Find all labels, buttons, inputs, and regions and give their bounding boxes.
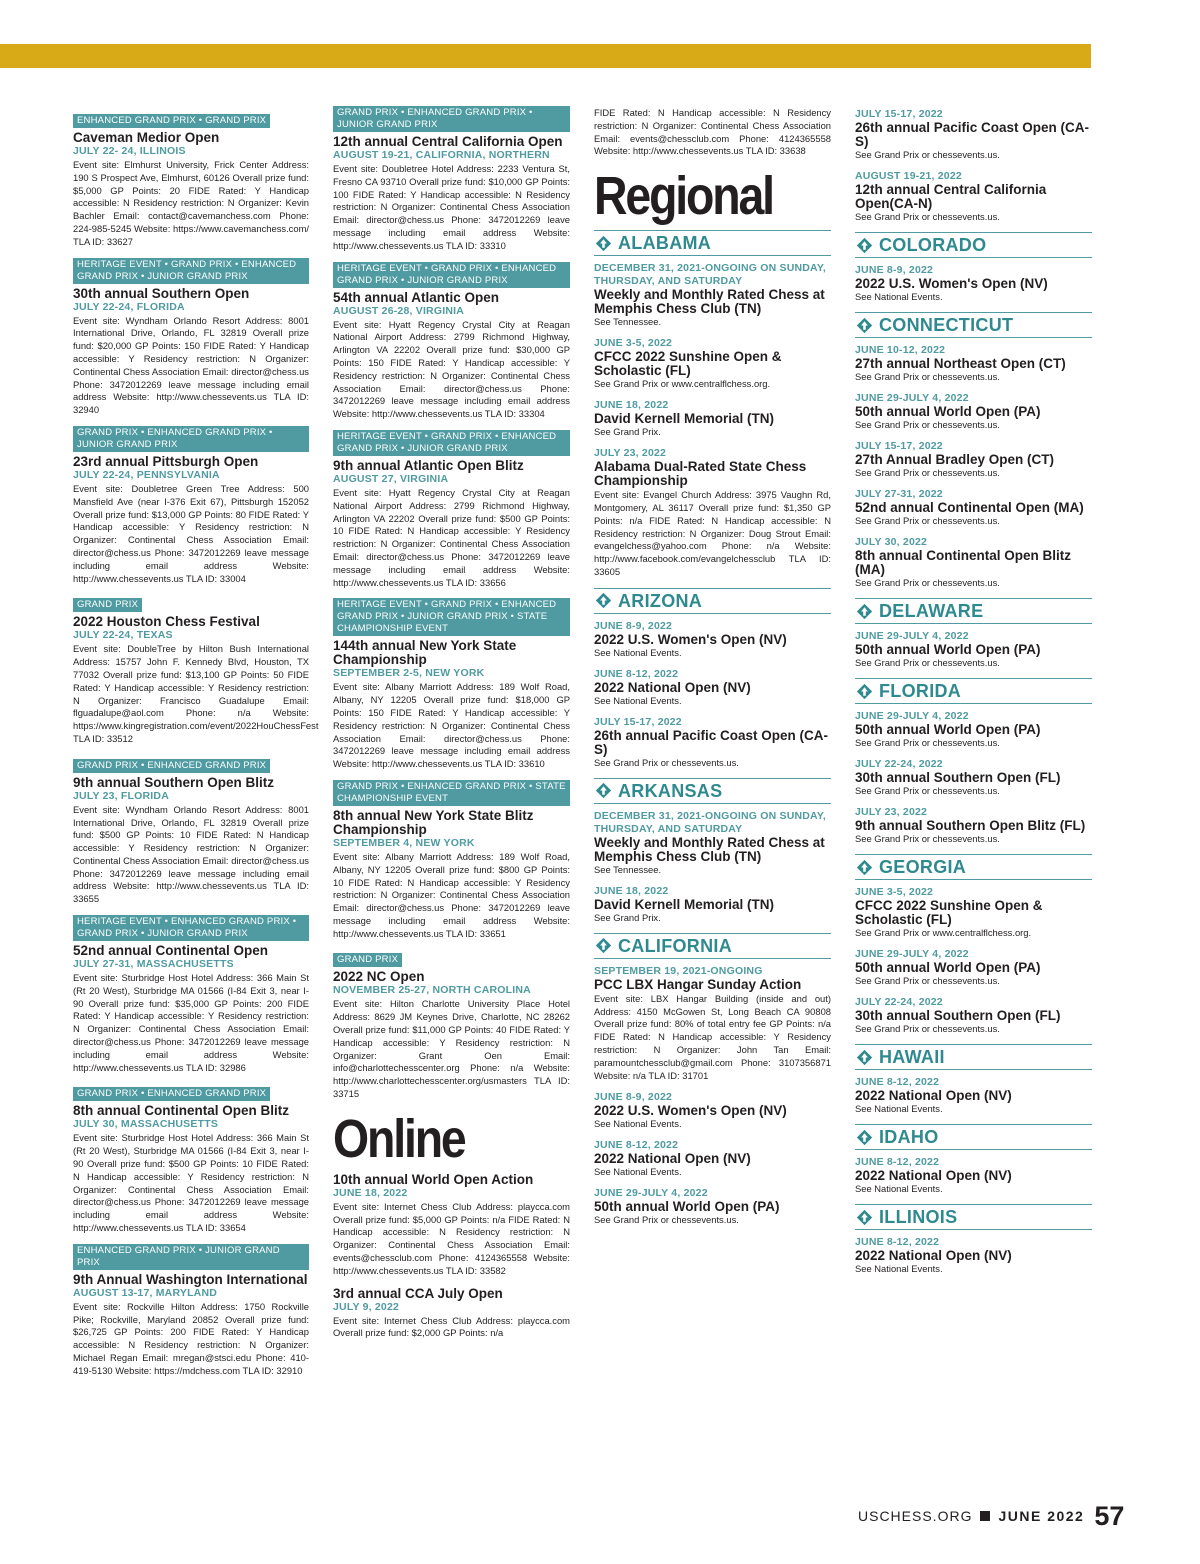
event-listing bbox=[855, 630, 1092, 669]
event-date: JULY 27-31, 2022 bbox=[855, 488, 943, 500]
page-footer bbox=[858, 1499, 1140, 1533]
event-date: JUNE 8-9, 2022 bbox=[855, 264, 934, 276]
event-title: David Kernell Memorial (TN) bbox=[594, 411, 775, 427]
event-details: Event site: LBX Hangar Building (inside and out) Address: 4150 McGowen St, Long Beach CA 90808 Overall prize fund: 80% of total entry fee GP Points: n/a FIDE Rated: N Handicap accessible: Y Residency restriction: N Organizer: John Tan Email: paramountchessclub@gmail.com Phone: 3107356871 Website: n/a TLA ID: 31701 bbox=[594, 992, 831, 1081]
event-category-badge: GRAND PRIX • ENHANCED GRAND PRIX bbox=[73, 759, 270, 773]
event-tag-wrap bbox=[73, 1083, 309, 1104]
event-tag-wrap bbox=[73, 594, 309, 615]
event-reference: See Grand Prix or chessevents.us. bbox=[594, 1214, 739, 1226]
event-date: JUNE 8-12, 2022 bbox=[855, 1236, 940, 1248]
event-reference: See Grand Prix or chessevents.us. bbox=[855, 833, 1000, 844]
section-heading: Online bbox=[333, 1108, 465, 1169]
event-date: SEPTEMBER 2-5, NEW YORK bbox=[333, 667, 485, 680]
section-heading: Regional bbox=[594, 166, 773, 227]
event-listing bbox=[594, 965, 831, 1083]
event-date: JULY 15-17, 2022 bbox=[855, 108, 943, 120]
state-heading bbox=[855, 1204, 1092, 1230]
event-reference: See National Events. bbox=[594, 646, 682, 658]
event-details: Event site: Doubletree Hotel Address: 2233 Ventura St, Fresno CA 93710 Overall prize fund: $10,000 GP Points: 100 FIDE Rated: Y Handicap accessible: N Residency restriction: N Organizer: Continental Chess Association Email: director@chess.us Phone: 3472012269 leave message including email address Website: http://www.chessevents.us TLA ID: 33310 bbox=[333, 163, 570, 251]
event-listing bbox=[855, 440, 1092, 479]
event-listing bbox=[333, 262, 570, 421]
event-title: 9th annual Southern Open Blitz bbox=[73, 774, 275, 790]
event-title: 2022 Houston Chess Festival bbox=[73, 614, 260, 630]
event-date: JUNE 3-5, 2022 bbox=[594, 337, 673, 350]
event-title: 3rd annual CCA July Open bbox=[333, 1285, 503, 1301]
event-listing bbox=[855, 488, 1092, 527]
event-date: JULY 22-24, 2022 bbox=[855, 758, 943, 770]
event-title: 30th annual Southern Open (FL) bbox=[855, 770, 1061, 785]
event-date: JUNE 8-12, 2022 bbox=[594, 667, 679, 680]
state-marker-icon bbox=[856, 1209, 873, 1226]
event-reference: See Grand Prix. bbox=[594, 426, 661, 438]
event-date: JULY 30, MASSACHUSETTS bbox=[73, 1118, 219, 1131]
event-tag-wrap bbox=[333, 430, 570, 459]
state-name: HAWAII bbox=[879, 1047, 945, 1067]
event-title: 26th annual Pacific Coast Open (CA-S) bbox=[855, 120, 1090, 149]
event-date: JULY 22-24, 2022 bbox=[855, 996, 943, 1008]
event-listing bbox=[594, 262, 831, 328]
event-listing bbox=[594, 107, 831, 158]
event-category-badge: HERITAGE EVENT • ENHANCED GRAND PRIX • GRAND PRIX • JUNIOR GRAND PRIX bbox=[73, 915, 309, 941]
event-listing bbox=[73, 1083, 309, 1234]
event-category-badge: GRAND PRIX • ENHANCED GRAND PRIX • JUNIOR GRAND PRIX bbox=[333, 106, 570, 132]
event-title: 50th annual World Open (PA) bbox=[855, 960, 1041, 975]
event-listing bbox=[855, 806, 1092, 845]
event-title: 12th annual Central California Open bbox=[333, 134, 563, 149]
event-title: Alabama Dual-Rated State Chess Championship bbox=[594, 459, 807, 489]
event-listing bbox=[333, 430, 570, 589]
event-category-badge: GRAND PRIX • ENHANCED GRAND PRIX • JUNIOR GRAND PRIX bbox=[73, 426, 309, 452]
event-date: AUGUST 19-21, 2022 bbox=[855, 170, 962, 182]
event-listing bbox=[73, 594, 319, 745]
event-details: Event site: Wyndham Orlando Resort Address: 8001 International Drive, Orlando, FL 32819 Overall prize fund: $20,000 GP Points: 150 FIDE Rated: Y Handicap accessible: Y Residency restriction: N Organizer: Continental Chess Association Email: director@chess.us Phone: 3472012269 leave message including email address Website: http://www.chessevents.us TLA ID: 32940 bbox=[73, 314, 309, 416]
event-title: 2022 U.S. Women's Open (NV) bbox=[855, 276, 1048, 291]
event-reference: See Grand Prix. bbox=[594, 911, 661, 923]
event-reference: See Grand Prix or chessevents.us. bbox=[855, 657, 1000, 668]
event-date: JUNE 29-JULY 4, 2022 bbox=[594, 1187, 708, 1200]
event-title: 27th annual Northeast Open (CT) bbox=[855, 356, 1066, 371]
event-reference: See Grand Prix or www.centralflchess.org. bbox=[855, 927, 1032, 938]
event-title: 144th annual New York State Championship bbox=[333, 638, 517, 668]
event-details: Event site: Evangel Church Address: 3975 Vaughn Rd, Montgomery, AL 36117 Overall prize fund: $1,350 GP Points: n/a FIDE Rated: N Handicap accessible: N Residency restriction: N Organizer: Doug Strout Email: evangelchess@yahoo.com Phone: n/a Website: http://www.facebook.com/evangelchessclub TLA ID: 33605 bbox=[594, 489, 831, 577]
event-tag-wrap bbox=[333, 598, 570, 639]
event-date: JUNE 10-12, 2022 bbox=[855, 344, 946, 356]
event-listing bbox=[855, 536, 1092, 589]
event-date: JULY 30, 2022 bbox=[855, 536, 928, 548]
event-category-badge: HERITAGE EVENT • GRAND PRIX • ENHANCED GRAND PRIX • JUNIOR GRAND PRIX bbox=[73, 258, 309, 284]
event-listing bbox=[333, 598, 570, 771]
state-marker-icon bbox=[856, 683, 873, 700]
event-title: 12th annual Central California Open(CA-N) bbox=[855, 182, 1047, 211]
event-details: Event site: Rockville Hilton Address: 1750 Rockville Pike; Rockville, Maryland 20852 Overall prize fund: $26,725 GP Points: 200 FIDE Rated: Y Handicap accessible: N Residency restriction: N Organizer: Michael Regan Email: mregan@stsci.edu Phone: 410-419-5130 Website: https://mdchess.com TLA ID: 32910 bbox=[73, 1300, 309, 1376]
event-listing bbox=[594, 668, 831, 707]
event-title: Caveman Medior Open bbox=[73, 130, 220, 145]
event-date: DECEMBER 31, 2021-ONGOING ON SUNDAY, THURSDAY, AND SATURDAY bbox=[594, 262, 827, 288]
event-details: Event site: Hyatt Regency Crystal City at Reagan National Airport Address: 2799 Richmond Highway, Arlington VA 22202 Overall prize fund: $30,000 GP Points: 150 FIDE Rated: Y Handicap accessible: Y Residency restriction: N Organizer: Continental Chess Association Email: director@chess.us Phone: 3472012269 leave message including email address Website: http://www.chessevents.us TLA ID: 33304 bbox=[333, 318, 570, 420]
event-details: Event site: Doubletree Green Tree Address: 500 Mansfield Ave (near I-376 Exit 67), Pittsburgh 152052 Overall prize fund: $13,000 GP Points: 80 FIDE Rated: Y Handicap accessible: Y Residency restriction: N Organizer: Continental Chess Association Email: director@chess.us Phone: 3472012269 leave message including email address Website: http://www.chessevents.us TLA ID: 33004 bbox=[73, 482, 309, 584]
event-listing bbox=[855, 996, 1092, 1035]
state-heading bbox=[594, 778, 831, 804]
event-date: JUNE 18, 2022 bbox=[333, 1186, 408, 1199]
event-tag-wrap bbox=[73, 426, 309, 455]
event-details: Event site: Hilton Charlotte University Place Hotel Address: 8629 JM Keynes Drive, Charlotte, NC 28262 Overall prize fund: $11,000 GP Points: 40 FIDE Rated: Y Handicap accessible: Y Residency restriction: N Organizer: Grant Oen Email: info@charlottechesscenter.org Phone: n/a Website: http://www.charlottechesscenter.org/usmasters TLA ID: 33715 bbox=[333, 998, 570, 1100]
event-date: JUNE 8-9, 2022 bbox=[594, 1091, 673, 1104]
event-details: Event site: Albany Marriott Address: 189 Wolf Road, Albany, NY 12205 Overall prize fund: $800 GP Points: 10 FIDE Rated: N Handicap accessible: Y Residency restriction: N Organizer: Continental Chess Association Email: director@chess.us Phone: 3472012269 leave message including email address Website: http://www.chessevents.us TLA ID: 33651 bbox=[333, 850, 570, 939]
event-title: 2022 U.S. Women's Open (NV) bbox=[594, 1103, 787, 1119]
event-listing bbox=[594, 885, 831, 924]
event-reference: See Tennessee. bbox=[594, 863, 662, 875]
event-reference: See National Events. bbox=[855, 1183, 943, 1194]
event-title: 9th annual Southern Open Blitz (FL) bbox=[855, 818, 1086, 833]
event-title: CFCC 2022 Sunshine Open & Scholastic (FL) bbox=[594, 349, 782, 379]
state-heading bbox=[855, 232, 1092, 258]
state-marker-icon bbox=[856, 237, 873, 254]
column-4 bbox=[855, 108, 1092, 1284]
event-category-badge: GRAND PRIX bbox=[333, 953, 402, 967]
event-listing bbox=[855, 948, 1092, 987]
event-title: 23rd annual Pittsburgh Open bbox=[73, 453, 259, 469]
event-date: SEPTEMBER 4, NEW YORK bbox=[333, 836, 475, 849]
state-heading bbox=[855, 678, 1092, 704]
event-reference: See Tennessee. bbox=[594, 316, 662, 328]
state-marker-icon bbox=[856, 317, 873, 334]
event-title: 50th annual World Open (PA) bbox=[594, 1199, 780, 1215]
event-category-badge: ENHANCED GRAND PRIX • JUNIOR GRAND PRIX bbox=[73, 1244, 309, 1270]
state-name: DELAWARE bbox=[879, 601, 984, 621]
event-listing bbox=[594, 1139, 831, 1178]
event-date: JUNE 29-JULY 4, 2022 bbox=[855, 710, 969, 722]
event-category-badge: HERITAGE EVENT • GRAND PRIX • ENHANCED GRAND PRIX • JUNIOR GRAND PRIX • STATE CHAMPIONSHIP EVENT bbox=[333, 598, 570, 636]
event-title: CFCC 2022 Sunshine Open & Scholastic (FL) bbox=[855, 898, 1043, 927]
event-date: JULY 27-31, MASSACHUSETTS bbox=[73, 958, 234, 971]
event-category-badge: ENHANCED GRAND PRIX • GRAND PRIX bbox=[73, 114, 270, 128]
event-listing bbox=[594, 1091, 831, 1130]
state-heading bbox=[855, 598, 1092, 624]
event-category-badge: HERITAGE EVENT • GRAND PRIX • ENHANCED GRAND PRIX • JUNIOR GRAND PRIX bbox=[333, 262, 570, 288]
event-listing bbox=[855, 886, 1092, 939]
state-name: ALABAMA bbox=[618, 233, 712, 254]
event-date: JUNE 8-12, 2022 bbox=[855, 1156, 940, 1168]
event-date: AUGUST 26-28, VIRGINIA bbox=[333, 304, 465, 317]
state-heading bbox=[855, 1124, 1092, 1150]
event-category-badge: GRAND PRIX • ENHANCED GRAND PRIX bbox=[73, 1087, 270, 1101]
event-reference: See Grand Prix or chessevents.us. bbox=[855, 1023, 1000, 1034]
event-date: JUNE 8-9, 2022 bbox=[594, 619, 673, 632]
event-reference: See National Events. bbox=[855, 1263, 943, 1274]
event-title: 26th annual Pacific Coast Open (CA-S) bbox=[594, 727, 829, 757]
event-tag-wrap bbox=[73, 258, 309, 287]
event-category-badge: GRAND PRIX bbox=[73, 598, 142, 612]
state-marker-icon bbox=[595, 592, 612, 609]
state-name: ILLINOIS bbox=[879, 1207, 958, 1227]
state-marker-icon bbox=[595, 782, 612, 799]
event-title: 8th annual Continental Open Blitz (MA) bbox=[855, 548, 1071, 577]
event-title: David Kernell Memorial (TN) bbox=[594, 896, 775, 912]
event-title: 2022 National Open (NV) bbox=[594, 679, 751, 695]
event-listing bbox=[73, 915, 309, 1074]
event-reference: See Grand Prix or chessevents.us. bbox=[855, 515, 1000, 526]
event-reference: See Grand Prix or www.centralflchess.org. bbox=[594, 378, 771, 390]
event-date: JULY 22-24, TEXAS bbox=[73, 629, 173, 642]
page-number: 57 bbox=[1094, 1500, 1125, 1531]
column-3 bbox=[594, 106, 831, 1235]
event-listing bbox=[855, 1156, 1092, 1195]
event-date: AUGUST 27, VIRGINIA bbox=[333, 472, 449, 485]
event-tag-wrap bbox=[333, 262, 570, 291]
state-name: ARIZONA bbox=[618, 590, 703, 611]
footer-issue: JUNE 2022 bbox=[998, 1508, 1085, 1524]
event-listing bbox=[855, 1236, 1092, 1275]
event-date: JULY 22-24, FLORIDA bbox=[73, 300, 185, 313]
event-title: 2022 NC Open bbox=[333, 969, 425, 985]
event-tag-wrap bbox=[73, 755, 309, 776]
event-title: 30th annual Southern Open bbox=[73, 285, 250, 301]
footer-square-icon bbox=[980, 1511, 990, 1521]
event-details: Event site: Wyndham Orlando Resort Address: 8001 International Drive, Orlando, FL 32819 Overall prize fund: $500 GP Points: 10 FIDE Rated: N Handicap accessible: Y Residency restriction: N Organizer: Continental Chess Association Email: director@chess.us Phone: 3472012269 leave message including email address Website: http://www.chessevents.us TLA ID: 33655 bbox=[73, 803, 309, 905]
state-marker-icon bbox=[595, 937, 612, 954]
state-marker-icon bbox=[856, 603, 873, 620]
event-details: FIDE Rated: N Handicap accessible: N Residency restriction: N Organizer: Continental Chess Association Email: events@chessclub.com Phone: 4124365558 Website: http://www.chessevents.us TLA ID: 33638 bbox=[594, 107, 831, 157]
event-title: 8th annual Continental Open Blitz bbox=[73, 1103, 289, 1119]
footer-site: USCHESS.ORG bbox=[858, 1508, 973, 1524]
event-date: JUNE 18, 2022 bbox=[594, 884, 669, 897]
event-listing bbox=[594, 716, 831, 769]
event-title: 27th Annual Bradley Open (CT) bbox=[855, 452, 1055, 467]
event-tag-wrap bbox=[73, 1244, 309, 1273]
event-title: 2022 National Open (NV) bbox=[855, 1248, 1012, 1263]
event-listing bbox=[855, 1076, 1092, 1115]
event-tag-wrap bbox=[73, 915, 309, 944]
state-name: COLORADO bbox=[879, 235, 987, 255]
state-heading bbox=[594, 230, 831, 256]
event-date: JULY 23, 2022 bbox=[594, 447, 667, 460]
event-details: Event site: Sturbridge Host Hotel Address: 366 Main St (Rt 20 West), Sturbridge MA 01566 (I-84 Exit 3, near I-90 Overall prize fund: $500 GP Points: 10 FIDE Rated: N Handicap accessible: Y Residency restriction: N Organizer: Continental Chess Association Email: director@chess.us Phone: 3472012269 leave message including email address Website: http://www.chessevents.us TLA ID: 33654 bbox=[73, 1132, 309, 1234]
state-name: GEORGIA bbox=[879, 857, 967, 877]
state-name: FLORIDA bbox=[879, 681, 962, 701]
event-tag-wrap bbox=[73, 110, 309, 131]
event-date: JULY 22- 24, ILLINOIS bbox=[73, 145, 186, 157]
event-reference: See Grand Prix or chessevents.us. bbox=[855, 149, 1000, 160]
event-reference: See Grand Prix or chessevents.us. bbox=[855, 211, 1000, 222]
event-listing bbox=[73, 755, 309, 906]
event-date: JULY 15-17, 2022 bbox=[594, 715, 682, 728]
event-reference: See National Events. bbox=[855, 291, 943, 302]
event-title: Weekly and Monthly Rated Chess at Memphis Chess Club (TN) bbox=[594, 834, 825, 864]
event-category-badge: GRAND PRIX • ENHANCED GRAND PRIX • STATE CHAMPIONSHIP EVENT bbox=[333, 780, 570, 806]
event-date: JULY 22-24, PENNSYLVANIA bbox=[73, 468, 220, 481]
event-date: JULY 23, 2022 bbox=[855, 806, 928, 818]
event-reference: See Grand Prix or chessevents.us. bbox=[855, 577, 1000, 588]
column-2 bbox=[333, 106, 570, 1349]
event-listing bbox=[333, 1287, 570, 1341]
event-listing bbox=[855, 392, 1092, 431]
event-title: 9th Annual Washington International bbox=[73, 1271, 308, 1287]
event-reference: See Grand Prix or chessevents.us. bbox=[594, 756, 739, 768]
event-details: Event site: Albany Marriott Address: 189 Wolf Road, Albany, NY 12205 Overall prize fund: $18,000 GP Points: 150 FIDE Rated: Y Handicap accessible: Y Residency restriction: N Organizer: Continental Chess Association Email: director@chess.us Phone: 3472012269 leave message including email address Website: http://www.chessevents.us TLA ID: 33610 bbox=[333, 681, 570, 770]
state-marker-icon bbox=[856, 1129, 873, 1146]
event-title: 52nd annual Continental Open bbox=[73, 943, 269, 959]
event-date: SEPTEMBER 19, 2021-ONGOING bbox=[594, 964, 763, 977]
event-listing bbox=[594, 620, 831, 659]
event-listing bbox=[594, 399, 831, 438]
event-title: 8th annual New York State Blitz Championship bbox=[333, 807, 534, 837]
event-listing bbox=[333, 949, 570, 1100]
state-name: CONNECTICUT bbox=[879, 315, 1014, 335]
event-listing bbox=[855, 108, 1092, 161]
event-date: JUNE 3-5, 2022 bbox=[855, 886, 934, 898]
event-tag-wrap bbox=[333, 780, 570, 809]
event-reference: See National Events. bbox=[855, 1103, 943, 1114]
event-date: AUGUST 13-17, MARYLAND bbox=[73, 1286, 218, 1299]
state-name: ARKANSAS bbox=[618, 780, 723, 801]
event-listing bbox=[333, 1173, 570, 1278]
event-details: Event site: Sturbridge Host Hotel Address: 366 Main St (Rt 20 West), Sturbridge MA 01566 (I-84 Exit 3, near I-90 Overall prize fund: $35,000 GP Points: 200 FIDE Rated: Y Handicap accessible: Y Residency restriction: N Organizer: Continental Chess Association Email: director@chess.us Phone: 3472012269 leave message including email address Website: http://www.chessevents.us TLA ID: 32986 bbox=[73, 972, 309, 1073]
event-date: JUNE 29-JULY 4, 2022 bbox=[855, 948, 969, 960]
event-listing bbox=[855, 344, 1092, 383]
event-listing bbox=[855, 264, 1092, 303]
event-listing bbox=[73, 110, 309, 249]
event-title: 50th annual World Open (PA) bbox=[855, 722, 1041, 737]
state-heading bbox=[855, 854, 1092, 880]
event-reference: See Grand Prix or chessevents.us. bbox=[855, 785, 1000, 796]
state-heading bbox=[594, 588, 831, 614]
event-date: AUGUST 19-21, CALIFORNIA, NORTHERN bbox=[333, 149, 550, 161]
event-reference: See Grand Prix or chessevents.us. bbox=[855, 737, 1000, 748]
event-title: 2022 National Open (NV) bbox=[855, 1168, 1012, 1183]
event-listing bbox=[594, 1187, 831, 1226]
event-listing bbox=[73, 1244, 309, 1378]
event-date: JULY 23, FLORIDA bbox=[73, 789, 169, 802]
event-title: 2022 National Open (NV) bbox=[855, 1088, 1012, 1103]
column-1 bbox=[73, 110, 319, 1387]
event-title: 2022 U.S. Women's Open (NV) bbox=[594, 631, 787, 647]
event-tag-wrap bbox=[333, 949, 570, 970]
event-listing bbox=[594, 447, 831, 579]
event-details: Event site: Internet Chess Club Address: playcca.com Overall prize fund: $2,000 GP Points: n/a bbox=[333, 1314, 570, 1339]
event-date: DECEMBER 31, 2021-ONGOING ON SUNDAY, THURSDAY, AND SATURDAY bbox=[594, 809, 827, 835]
event-title: 2022 National Open (NV) bbox=[594, 1151, 751, 1167]
event-date: JUNE 18, 2022 bbox=[594, 399, 669, 412]
event-listing bbox=[855, 710, 1092, 749]
event-listing bbox=[333, 780, 570, 941]
event-title: Weekly and Monthly Rated Chess at Memphis Chess Club (TN) bbox=[594, 287, 825, 317]
event-reference: See Grand Prix or chessevents.us. bbox=[855, 371, 1000, 382]
event-date: JUNE 8-12, 2022 bbox=[855, 1076, 940, 1088]
event-reference: See Grand Prix or chessevents.us. bbox=[855, 975, 1000, 986]
event-details: Event site: Hyatt Regency Crystal City at Reagan National Airport Address: 2799 Richmond Highway, Arlington VA 22202 Overall prize fund: $500 GP Points: 10 FIDE Rated: N Handicap accessible: Y Residency restriction: N Organizer: Continental Chess Association Email: director@chess.us Phone: 3472012269 leave message including email address Website: http://www.chessevents.us TLA ID: 33656 bbox=[333, 486, 570, 588]
event-reference: See National Events. bbox=[594, 694, 682, 706]
event-title: 52nd annual Continental Open (MA) bbox=[855, 500, 1084, 515]
event-date: JUNE 8-12, 2022 bbox=[594, 1139, 679, 1152]
event-listing bbox=[73, 258, 309, 417]
event-listing bbox=[594, 337, 831, 390]
event-title: 9th annual Atlantic Open Blitz bbox=[333, 457, 524, 473]
event-title: 50th annual World Open (PA) bbox=[855, 404, 1041, 419]
event-listing bbox=[855, 758, 1092, 797]
event-reference: See National Events. bbox=[594, 1118, 682, 1130]
event-listing bbox=[73, 426, 309, 585]
state-marker-icon bbox=[856, 859, 873, 876]
event-listing bbox=[333, 106, 570, 253]
event-title: 30th annual Southern Open (FL) bbox=[855, 1008, 1061, 1023]
event-date: JUNE 29-JULY 4, 2022 bbox=[855, 392, 969, 404]
event-category-badge: HERITAGE EVENT • GRAND PRIX • ENHANCED GRAND PRIX • JUNIOR GRAND PRIX bbox=[333, 430, 570, 456]
state-heading bbox=[855, 1044, 1092, 1070]
event-tag-wrap bbox=[333, 106, 570, 135]
event-reference: See National Events. bbox=[594, 1166, 682, 1178]
event-listing bbox=[855, 170, 1092, 223]
event-details: Event site: DoubleTree by Hilton Bush International Address: 15757 John F. Kennedy Blvd, Houston, TX 77032 Overall prize fund: $13,100 GP Points: 50 FIDE Rated: Y Handicap accessible: Y Residency restriction: N Organizer: Francisco Guadalupe Email: flguadalupe@aol.com Phone: n/a Website: https://www.kingregistration.com/event/2022HouChessFest TLA ID: 33512 bbox=[73, 643, 319, 744]
event-reference: See Grand Prix or chessevents.us. bbox=[855, 419, 1000, 430]
state-marker-icon bbox=[595, 235, 612, 252]
event-details: Event site: Internet Chess Club Address: playcca.com Overall prize fund: $5,000 GP Points: n/a FIDE Rated: N Handicap accessible: N Residency restriction: N Organizer: Continental Chess Association Email: events@chessclub.com Phone: 4124365558 Website: http://www.chessevents.us TLA ID: 33582 bbox=[333, 1200, 570, 1276]
event-date: JULY 15-17, 2022 bbox=[855, 440, 943, 452]
event-details: Event site: Elmhurst University, Frick Center Address: 190 S Prospect Ave, Elmhurst, 60126 Overall prize fund: $5,000 GP Points: 20 FIDE Rated: Y Handicap accessible: N Residency restriction: N Organizer: Kevin Bachler Email: contact@cavemanchess.com Phone: 224-985-5245 Website: https://www.cavemanchess.com/ TLA ID: 33627 bbox=[73, 159, 309, 247]
top-color-bar bbox=[0, 44, 1091, 68]
state-name: IDAHO bbox=[879, 1127, 939, 1147]
event-title: 50th annual World Open (PA) bbox=[855, 642, 1041, 657]
event-date: JULY 9, 2022 bbox=[333, 1300, 400, 1313]
event-title: 10th annual World Open Action bbox=[333, 1171, 534, 1187]
state-heading bbox=[594, 933, 831, 959]
event-date: JUNE 29-JULY 4, 2022 bbox=[855, 630, 969, 642]
state-heading bbox=[855, 312, 1092, 338]
event-date: NOVEMBER 25-27, NORTH CAROLINA bbox=[333, 984, 531, 997]
state-name: CALIFORNIA bbox=[618, 935, 732, 956]
event-title: 54th annual Atlantic Open bbox=[333, 289, 500, 305]
event-listing bbox=[594, 810, 831, 876]
state-marker-icon bbox=[856, 1049, 873, 1066]
event-reference: See Grand Prix or chessevents.us. bbox=[855, 467, 1000, 478]
event-title: PCC LBX Hangar Sunday Action bbox=[594, 976, 802, 992]
